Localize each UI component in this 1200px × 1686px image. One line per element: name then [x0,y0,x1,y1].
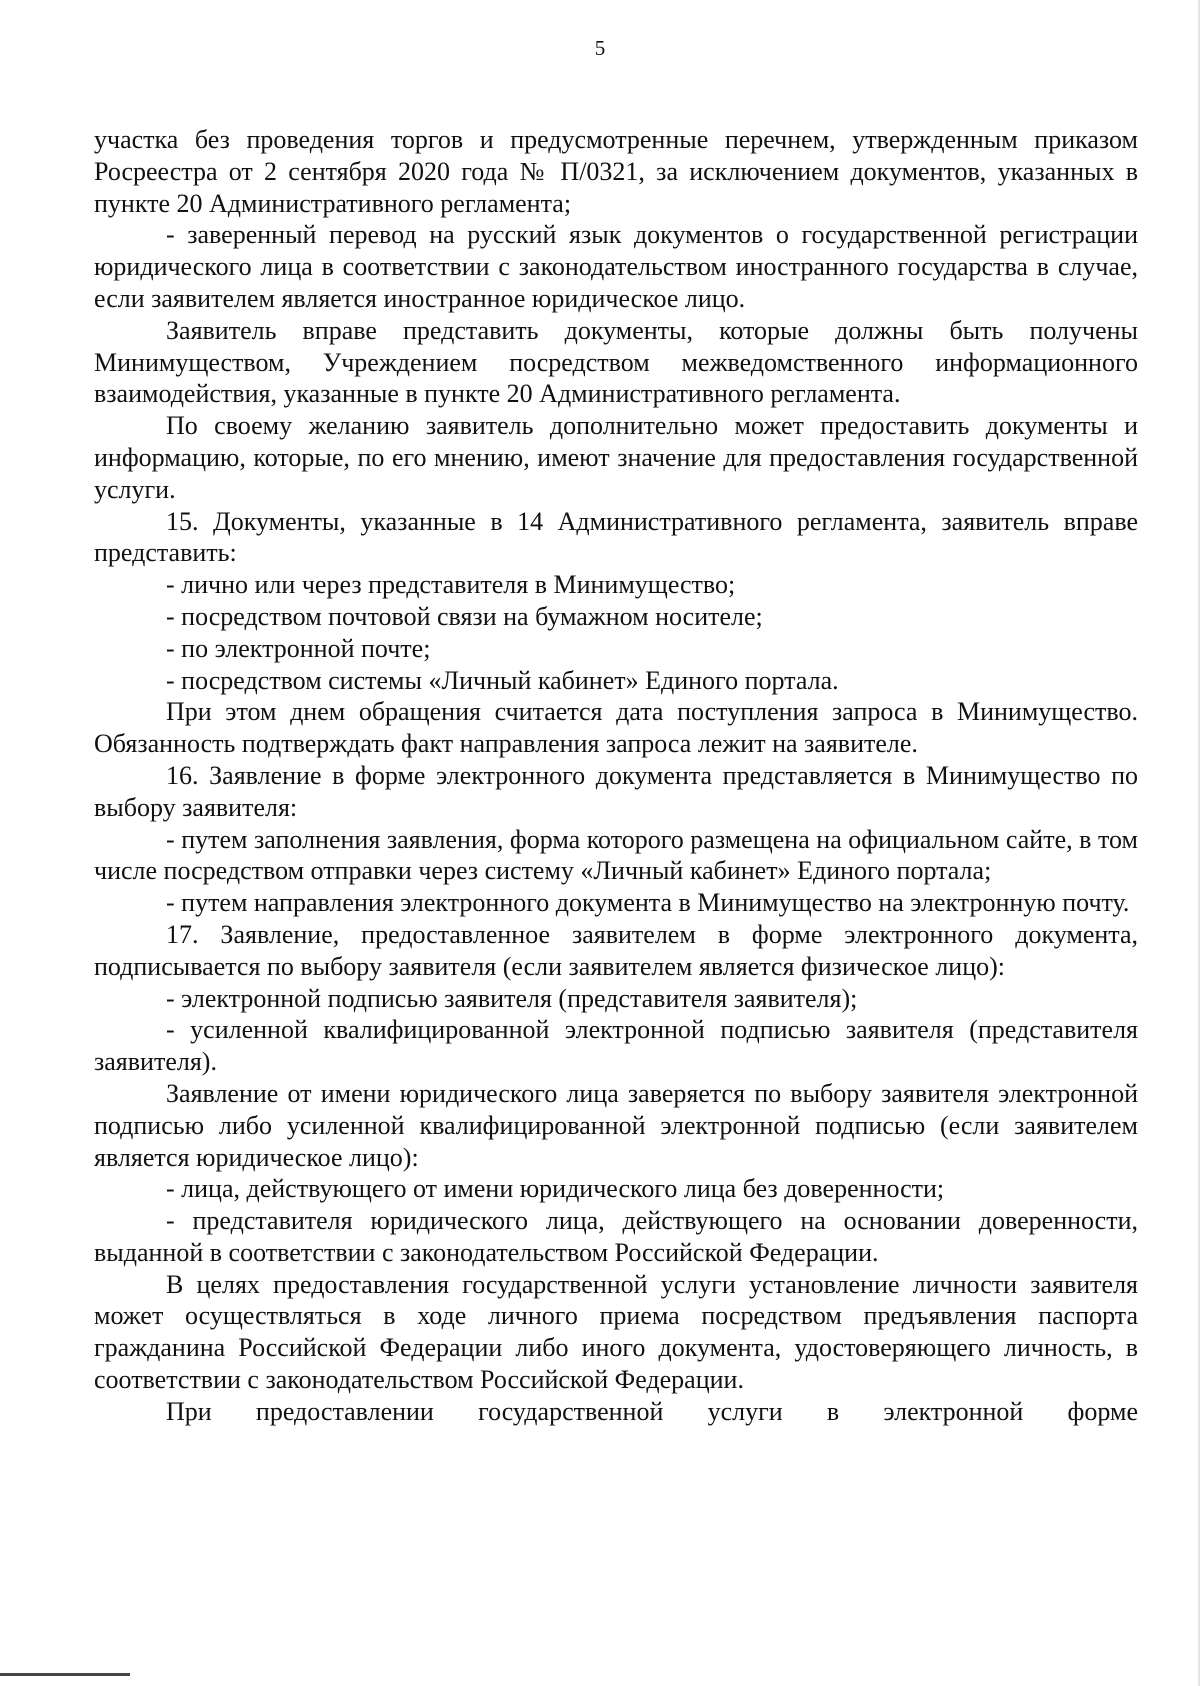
list-item: - электронной подписью заявителя (представителя заявителя); [166,983,858,1013]
paragraph: В целях предоставления государственной услуги установление личности заявителя может осуществляться в ходе личного приема посредством предъявления паспорта гражданина Российской Федерации либо иного документа, удостоверяющего личность, в соответствии с законодательством Российской Федерации. [94,1269,1138,1395]
paragraph: 16. Заявление в форме электронного документа представляется в Минимущество по выбору заявителя: [94,760,1138,822]
body-text [94,124,1138,1428]
list-item: - лично или через представителя в Минимущество; [166,570,736,600]
paragraph: 17. Заявление, предоставленное заявителем в форме электронного документа, подписывается по выбору заявителя (если заявителем является физическое лицо): [94,919,1138,981]
paragraph: Заявление от имени юридического лица заверяется по выбору заявителя электронной подписью либо усиленной квалифицированной электронной подписью (если заявителем является юридическое лицо): [94,1078,1138,1172]
paragraph: При этом днем обращения считается дата поступления запроса в Минимущество. Обязанность подтверждать факт направления запроса лежит на заявителе. [94,697,1138,759]
paragraph: По своему желанию заявитель дополнительно может предоставить документы и информацию, которые, по его мнению, имеют значение для предоставления государственной услуги. [94,411,1138,504]
paragraph: участка без проведения торгов и предусмотренные перечнем, утвержденным приказом Росреестра от 2 сентября 2020 года № П/0321, за исключением документов, указанных в пункте 20 Административного регламента; [94,125,1138,218]
list-item: - лица, действующего от имени юридического лица без доверенности; [166,1174,945,1204]
list-item: - по электронной почте; [166,633,431,663]
page-number: 5 [594,36,606,60]
list-item: - посредством почтовой связи на бумажном носителе; [166,601,763,631]
list-item: - путем заполнения заявления, форма которого размещена на официальном сайте, в том числе посредством отправки через систему «Личный кабинет» Единого портала; [94,824,1138,886]
paragraph: При предоставлении государственной услуги в электронной форме [166,1396,1138,1426]
list-item: - путем направления электронного документа в Минимущество на электронную почту. [166,888,1130,918]
paragraph: Заявитель вправе представить документы, которые должны быть получены Минимуществом, Учреждением посредством межведомственного информационного взаимодействия, указанные в пункте 20 Административного регламента. [94,315,1138,409]
list-item: - усиленной квалифицированной электронной подписью заявителя (представителя заявителя). [94,1015,1138,1077]
list-item: - посредством системы «Личный кабинет» Единого портала. [166,665,839,695]
paragraph: 15. Документы, указанные в 14 Административного регламента, заявитель вправе представить: [94,506,1138,568]
scan-artifact-line [0,1673,130,1676]
paragraph: - заверенный перевод на русский язык документов о государственной регистрации юридического лица в соответствии с законодательством иностранного государства в случае, если заявителем является иностранное юридическое лицо. [94,220,1138,313]
list-item: - представителя юридического лица, действующего на основании доверенности, выданной в соответствии с законодательством Российской Федерации. [94,1206,1138,1267]
